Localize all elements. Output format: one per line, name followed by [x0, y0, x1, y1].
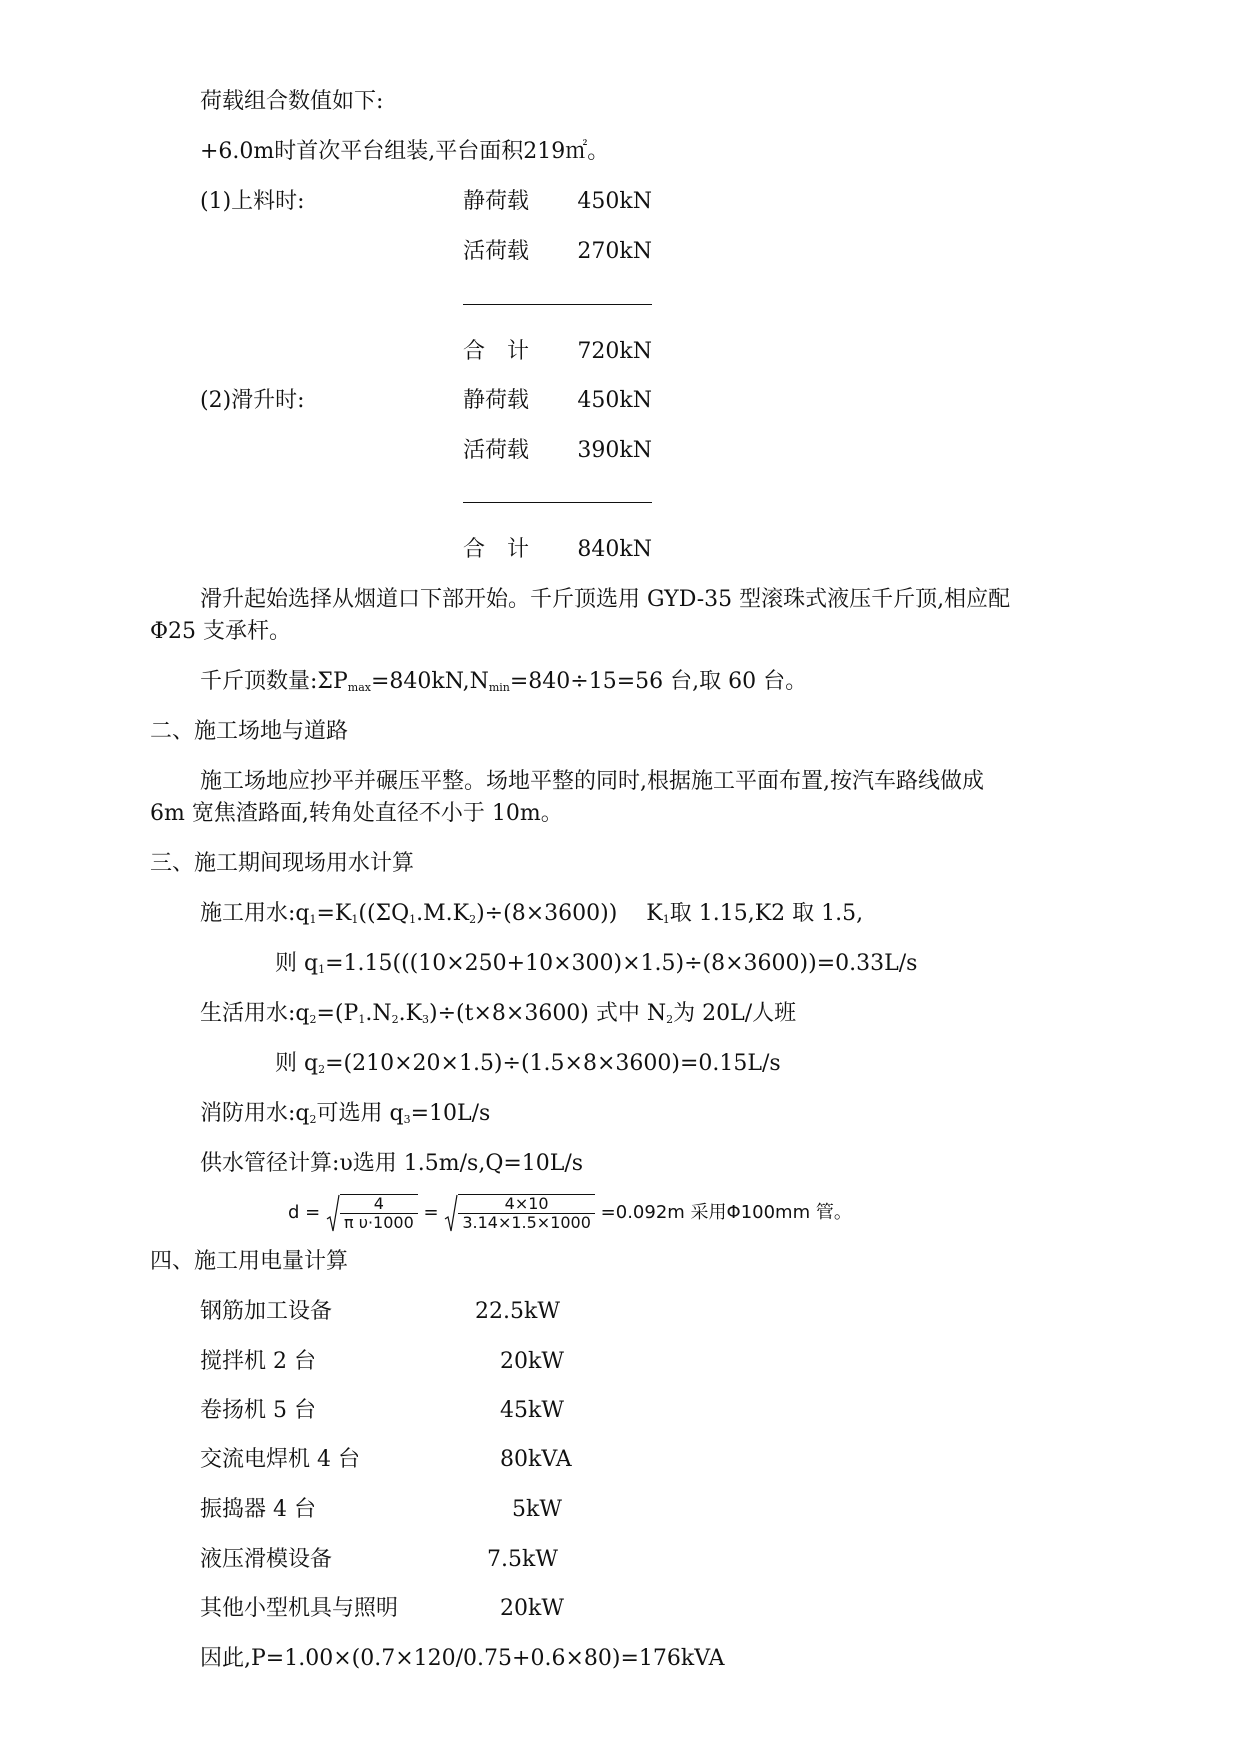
power-item-name: 交流电焊机 4 台: [200, 1447, 360, 1472]
power-total: 因此,P=1.00×(0.7×120/0.75+0.6×80)=176kVA: [200, 1646, 725, 1671]
section-4-title: 四、施工用电量计算: [150, 1249, 349, 1274]
power-item-value: 5kW: [512, 1497, 562, 1522]
load-total-value: 840kN: [577, 537, 652, 562]
load-value: 450kN: [577, 388, 652, 413]
power-item-name: 液压滑模设备: [200, 1547, 333, 1572]
sqrt-1: $\frac{4}{\text{π υ·1000}}$: [326, 1193, 418, 1233]
living-water: 生活用水$:q_2=(P_1.N_2.K_3)\div(t\times 8\times 3600)$ 式中 $N_2$为 20L/人班: [200, 1001, 797, 1026]
power-item-name: 搅拌机 2 台: [200, 1349, 316, 1374]
power-item-name: 钢筋加工设备: [200, 1299, 333, 1324]
load-value: 270kN: [577, 239, 652, 264]
sum-rule: [463, 304, 652, 305]
section-2-para-1: 施工场地应抄平并碾压平整。场地平整的同时,根据施工平面布置,按汽车路线做成: [200, 769, 984, 794]
jack-count: 千斤顶数量$:\Sigma P_{max}=840kN,N_{min}=840\div 15=56$ 台,取 60 台。: [200, 669, 808, 694]
power-item-name: 振捣器 4 台: [200, 1497, 316, 1522]
fire-water: 消防用水$:q_2$可选用 $q_3=10L/s$: [200, 1101, 491, 1126]
load-name: 活荷载: [463, 438, 530, 463]
pipe-diameter-calc: 供水管径计算:υ选用 1.5m/s,Q=10L/s: [200, 1151, 584, 1176]
section-2-para-2: 6m 宽焦渣路面,转角处直径不小于 10m。: [150, 801, 563, 826]
load-value: 450kN: [577, 189, 652, 214]
para-slide-line-1: 滑升起始选择从烟道口下部开始。千斤顶选用 GYD-35 型滚珠式液压千斤顶,相应配: [200, 587, 1011, 612]
intro-line-2: +6.0m时首次平台组装,平台面积219㎡。: [200, 139, 610, 164]
power-item-value: 7.5kW: [487, 1547, 558, 1572]
load-case-1-label: (1)上料时:: [200, 189, 305, 214]
power-item-value: 22.5kW: [475, 1299, 560, 1324]
section-3-title: 三、施工期间现场用水计算: [150, 851, 415, 876]
pipe-diameter-formula: d = $\frac{4}{\text{π υ·1000}}$ = $\frac{4\times 10}{3.14\times 1.5\times 1000}$ =0.092m 采用Φ100mm 管。: [288, 1194, 852, 1232]
load-name: 静荷载: [463, 189, 530, 214]
load-case-2-label: (2)滑升时:: [200, 388, 305, 413]
load-total-name: 合 计: [463, 537, 530, 562]
load-name: 活荷载: [463, 239, 530, 264]
construction-water: 施工用水$:q_1=K_1((\Sigma Q_1.M.K_2)\div(8\times 3600))$ $K_1$取 1.15,K2 取 1.5,: [200, 901, 864, 926]
living-water-result: 则 $q_2=(210\times 20\times 1.5)\div(1.5\times 8\times 3600)=0.15L/s$: [275, 1051, 781, 1076]
sqrt-2: $\frac{4\times 10}{3.14\times 1.5\times 1000}$: [444, 1193, 595, 1233]
load-total-value: 720kN: [577, 339, 652, 364]
construction-water-result: 则 $q_1=1.15(((10\times 250+10\times 300)\times 1.5)\div(8\times 3600))=0.33L/s$: [275, 951, 918, 976]
sum-rule: [463, 502, 652, 503]
power-item-value: 45kW: [500, 1398, 564, 1423]
power-item-name: 其他小型机具与照明: [200, 1596, 399, 1621]
power-item-value: 20kW: [500, 1596, 564, 1621]
power-item-name: 卷扬机 5 台: [200, 1398, 316, 1423]
power-item-value: 20kW: [500, 1349, 564, 1374]
intro-line-1: 荷载组合数值如下:: [200, 89, 384, 114]
load-total-name: 合 计: [463, 339, 530, 364]
power-item-value: 80kVA: [500, 1447, 572, 1472]
load-value: 390kN: [577, 438, 652, 463]
para-slide-line-2: Φ25 支承杆。: [150, 619, 292, 644]
load-name: 静荷载: [463, 388, 530, 413]
section-2-title: 二、施工场地与道路: [150, 719, 349, 744]
